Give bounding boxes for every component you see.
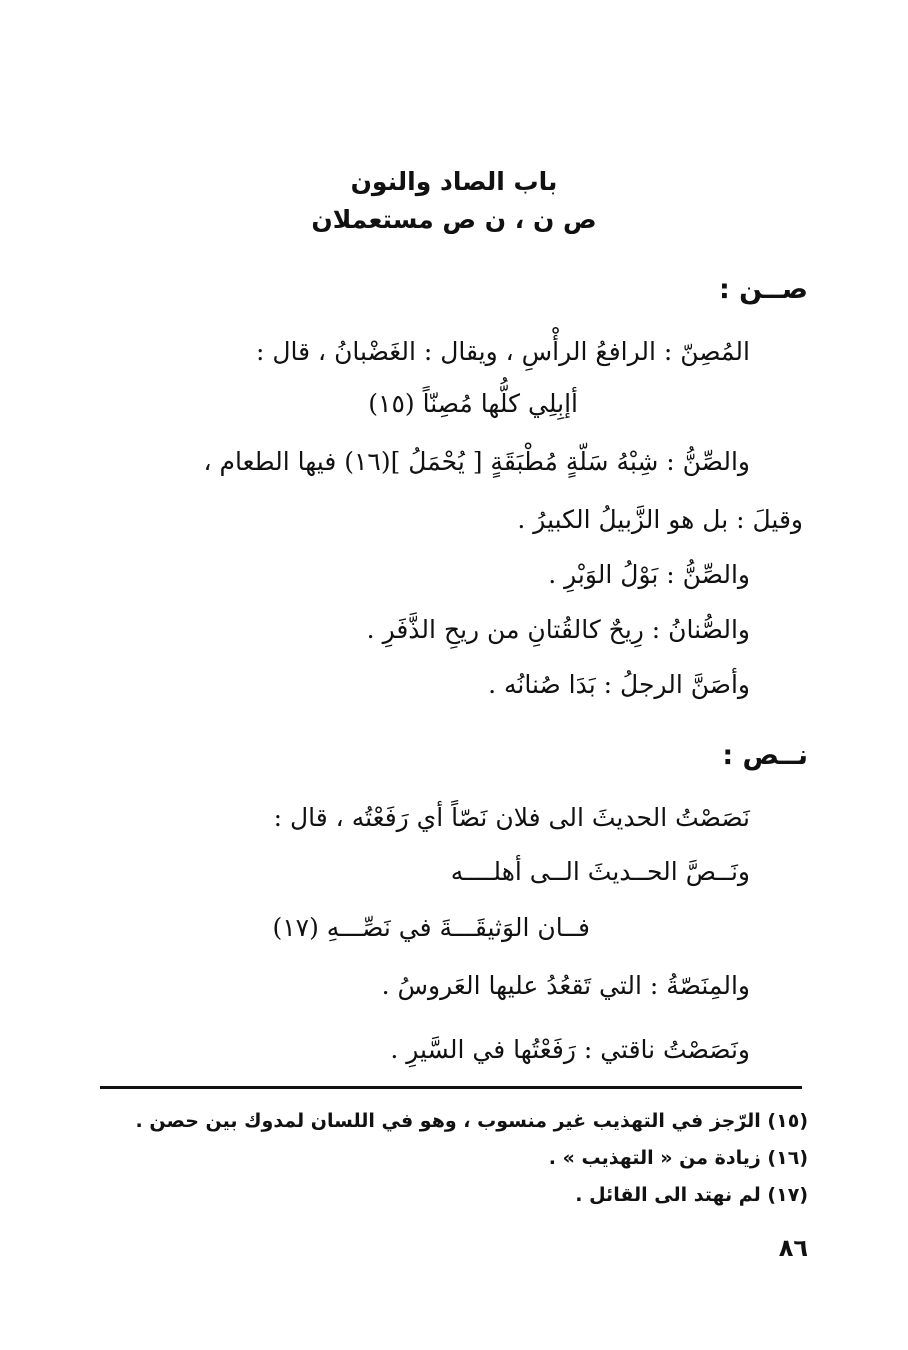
entry-line: المُصِنّ : الرافعُ الرأْسِ ، ويقال : الغَضْبانُ ، قال : [256, 337, 750, 366]
entry-line: والمِنَصّةُ : التي تَقعُدُ عليها العَروسُ . [381, 971, 750, 1000]
entry-line: نَصَصْتُ الحديثَ الى فلان نَصّاً أي رَفَعْتُه ، قال : [273, 803, 750, 832]
verse-line: ونَــصَّ الحــديثَ الــى أهلــــه [450, 857, 750, 886]
entry-line: وقيلَ : بل هو الزَّبيلُ الكبيرُ . [517, 505, 803, 534]
entry-line: والصِّنُّ : شِبْهُ سَلّةٍ مُطْبَقَةٍ [ يُحْمَلُ ](١٦) فيها الطعام ، [203, 447, 750, 476]
verse-line: أإبِلِي كلُّها مُصِنّاً (١٥) [368, 389, 578, 418]
footnote-15: (١٥) الرّجز في التهذيب غير منسوب ، وهو في اللسان لمدوك بين حصن . [135, 1110, 808, 1132]
entry-line: ونَصَصْتُ ناقتي : رَفَعْتُها في السَّيرِ . [390, 1035, 750, 1064]
footnote-16: (١٦) زيادة من « التهذيب » . [548, 1147, 808, 1169]
section-label-nun-sad: نــص : [722, 740, 808, 771]
footnote-17: (١٧) لم نهتد الى القائل . [575, 1184, 808, 1206]
entry-line: وأصَنَّ الرجلُ : بَدَا صُنانُه . [488, 670, 750, 699]
verse-line: فــان الوَثيقَـــةَ في نَصِّـــهِ (١٧) [272, 913, 590, 942]
chapter-title: باب الصاد والنون [350, 167, 558, 196]
section-label-sad-nun: صــن : [718, 274, 808, 305]
entry-line: والصُّنانُ : رِيحٌ كالقُتانِ من ريحِ الذَّفَرِ . [366, 615, 750, 644]
page-number: ٨٦ [778, 1234, 808, 1262]
entry-line: والصِّنُّ : بَوْلُ الوَبْرِ . [548, 560, 750, 589]
chapter-subtitle: ص ن ، ن ص مستعملان [311, 205, 597, 234]
footnote-divider [100, 1086, 802, 1089]
